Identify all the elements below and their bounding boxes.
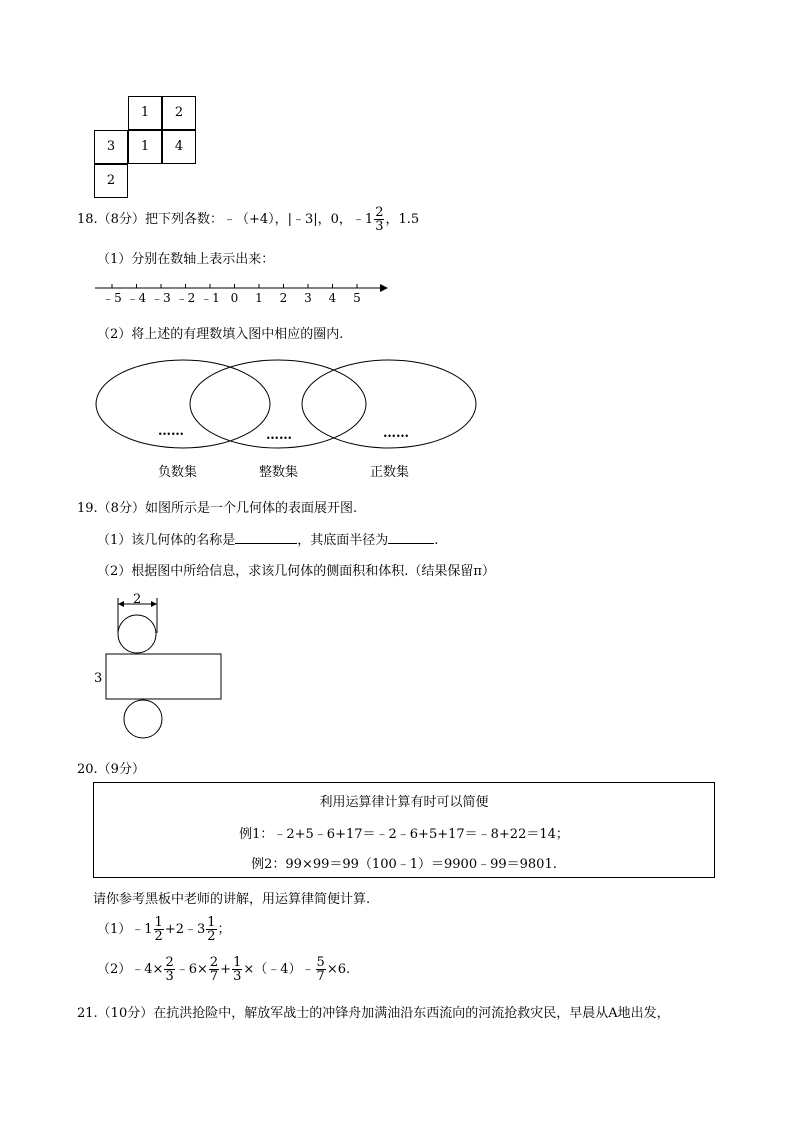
q20-p1-mid: +2﹣3 (164, 922, 206, 937)
q20-p2-op: ﹣6× (175, 962, 208, 977)
q18-fraction-num: 2 (375, 205, 384, 220)
grid-cell: 3 (94, 130, 128, 164)
fraction-den: 3 (233, 969, 242, 984)
fraction-num: 1 (207, 915, 216, 930)
q20-part2 (97, 956, 350, 983)
number-line-tick-label: 2 (279, 291, 288, 305)
dimension-label-left: 3 (94, 671, 103, 686)
q20-instruction: 请你参考黑板中老师的讲解，用运算律简便计算. (93, 892, 371, 907)
lateral-rectangle (106, 654, 221, 699)
number-line-tick-label: ﹣3 (151, 291, 171, 305)
fraction (209, 956, 219, 983)
fraction (154, 916, 164, 943)
arrow-left-icon (118, 601, 124, 607)
fraction (206, 916, 216, 943)
fraction-den: 7 (209, 969, 219, 984)
label-negative-set: 负数集 (158, 465, 198, 480)
q19-part1-end: . (434, 533, 439, 548)
q20-header: 20.（9分） (77, 762, 145, 777)
number-line-tick-label: ﹣1 (200, 291, 220, 305)
fraction-num: 5 (316, 955, 325, 970)
q19-part1 (97, 529, 438, 548)
q18-part1: （1）分别在数轴上表示出来： (97, 252, 275, 267)
q18-header-text: 18.（8分）把下列各数：﹣（+4），|﹣3|，0， (77, 212, 352, 227)
dimension-label-top: 2 (133, 592, 142, 607)
fraction-den: 7 (316, 969, 325, 984)
q20-p1-label: （1）﹣1 (97, 922, 153, 937)
q20-p2-op: ×（﹣4）﹣ (243, 962, 315, 977)
fraction (164, 956, 174, 983)
number-line-tick-label: 0 (230, 291, 239, 305)
cylinder-net (90, 588, 230, 748)
q18-mixed-whole: ﹣1 (351, 212, 374, 227)
box-title: 利用运算律计算有时可以简便 (319, 795, 489, 810)
q20-part1 (97, 916, 231, 943)
q19-header: 19.（8分）如图所示是一个几何体的表面展开图. (77, 501, 358, 516)
q18-fraction (374, 206, 384, 233)
q18-header (77, 206, 419, 233)
q20-p1-end: ； (217, 922, 231, 937)
number-line-tick-label: ﹣2 (175, 291, 196, 305)
grid-cell: 2 (94, 164, 128, 198)
venn-dots-positive: …… (383, 426, 409, 441)
grid-cell: 1 (128, 130, 162, 164)
grid-cell: 1 (128, 96, 162, 130)
number-line-tick-label: 4 (328, 291, 337, 305)
answer-blank-name[interactable] (235, 531, 297, 544)
answer-blank-radius[interactable] (388, 531, 434, 544)
q19-part2: （2）根据图中所给信息，求该几何体的侧面积和体积.（结果保留π） (97, 564, 495, 579)
fraction (232, 956, 242, 983)
fraction-num: 1 (233, 955, 242, 970)
bottom-circle (124, 700, 162, 738)
fraction-den: 2 (154, 929, 163, 944)
arrow-right-icon (151, 601, 157, 607)
fraction-den: 3 (165, 969, 174, 984)
q19-part1-text2: ，其底面半径为 (297, 533, 389, 548)
number-line-tick-label: ﹣4 (126, 291, 147, 305)
venn-dots-negative: …… (158, 424, 184, 439)
example-2: 例2：99×99＝99（100﹣1）＝9900﹣99＝9801. (251, 857, 557, 872)
blackboard-box (93, 782, 715, 878)
number-line-tick-label: ﹣5 (102, 291, 122, 305)
venn-dots-integer: …… (266, 428, 292, 443)
arrow-right-icon (380, 284, 388, 292)
q19-part1-text: （1）该几何体的名称是 (97, 533, 236, 548)
fraction-num: 2 (209, 955, 219, 970)
example-1: 例1：﹣2+5﹣6+17＝﹣2﹣6+5+17＝﹣8+22＝14； (239, 827, 569, 842)
grid-cell: 2 (162, 96, 196, 130)
fraction-num: 2 (165, 955, 174, 970)
q18-part2: （2）将上述的有理数填入图中相应的圈内. (97, 327, 344, 342)
top-circle (118, 615, 156, 653)
grid-cell: 4 (162, 130, 196, 164)
fraction-num: 1 (154, 915, 163, 930)
label-positive-set: 正数集 (370, 465, 410, 480)
q21-text: 21.（10分）在抗洪抢险中，解放军战士的冲锋舟加满油沿东西流向的河流抢救灾民，早晨从A地出发， (77, 1006, 670, 1021)
q18-header-tail: ，1.5 (385, 212, 420, 227)
q20-p2-end: ×6. (326, 962, 351, 977)
number-line (90, 278, 390, 308)
q20-p2-label: （2）﹣4× (97, 962, 164, 977)
number-line-tick-label: 1 (255, 291, 263, 305)
number-line-tick-label: 5 (353, 291, 361, 305)
q18-fraction-den: 3 (375, 219, 384, 234)
label-integer-set: 整数集 (259, 465, 299, 480)
fraction-den: 2 (207, 929, 216, 944)
q20-p2-op: + (220, 962, 232, 977)
number-line-tick-label: 3 (304, 291, 312, 305)
fraction (316, 956, 326, 983)
